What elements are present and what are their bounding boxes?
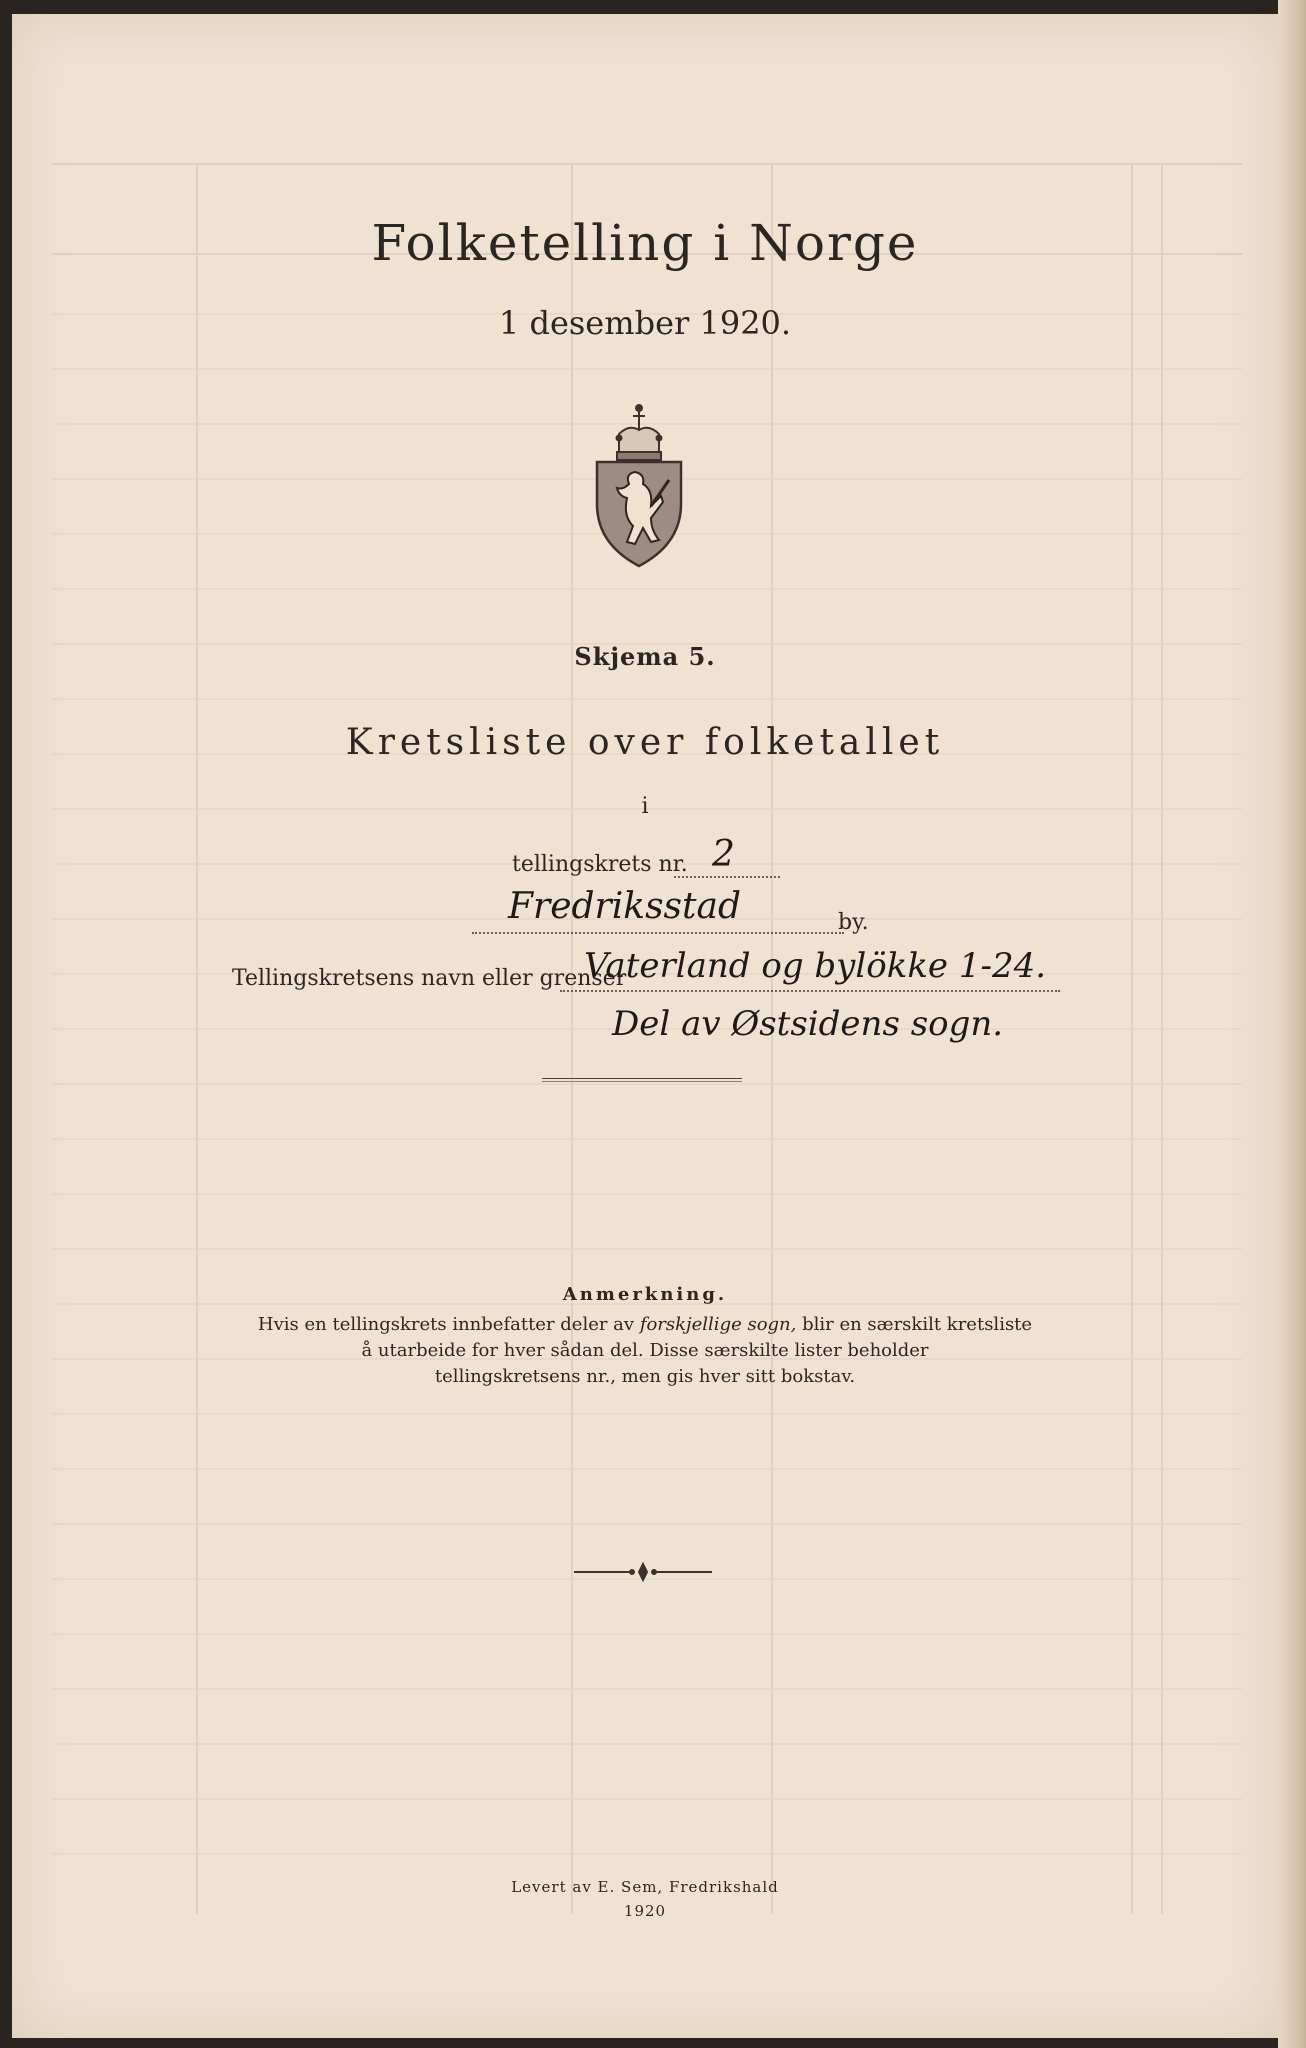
district-dotted-line [674,876,780,878]
page-edge-shadow [1278,0,1306,2048]
remark-body [12,1312,1278,1390]
town-suffix: by. [838,910,869,935]
district-number-handwritten: 2 [712,834,735,875]
section-divider [542,1078,742,1082]
boundary-dotted-line [560,990,1060,992]
boundary-handwritten-line2: Del av Østsidens sogn. [612,1004,1004,1044]
connector-word: i [641,794,649,819]
form-subtitle: Kretsliste over folketallet [345,722,945,763]
town-dotted-line [472,932,844,934]
remark-line-2: å utarbeide for hver sådan del. Disse særskilte lister beholder [361,1340,929,1361]
norwegian-coat-of-arms-icon [589,394,689,579]
form-title: Folketelling i Norge [371,214,919,272]
printer-credit: Levert av E. Sem, Fredrikshald [511,1878,779,1896]
district-label: tellingskrets nr. [512,852,688,877]
ornament-divider-icon [570,1562,716,1582]
census-date: 1 desember 1920. [498,304,792,342]
schema-number: Skjema 5. [574,642,716,671]
boundary-handwritten-line1: Vaterland og bylökke 1-24. [584,946,1047,986]
remark-heading: Anmerkning. [562,1284,728,1305]
boundary-label: Tellingskretsens navn eller grenser [232,966,627,991]
town-handwritten: Fredriksstad [508,886,741,927]
remark-line-3: tellingskretsens nr., men gis hver sitt bokstav. [434,1366,856,1387]
remark-line-1: Hvis en tellingskrets innbefatter deler av forskjellige sogn, blir en særskilt kretsliste [257,1314,1033,1335]
census-form-sheet [12,14,1278,2038]
printer-year: 1920 [623,1902,667,1920]
